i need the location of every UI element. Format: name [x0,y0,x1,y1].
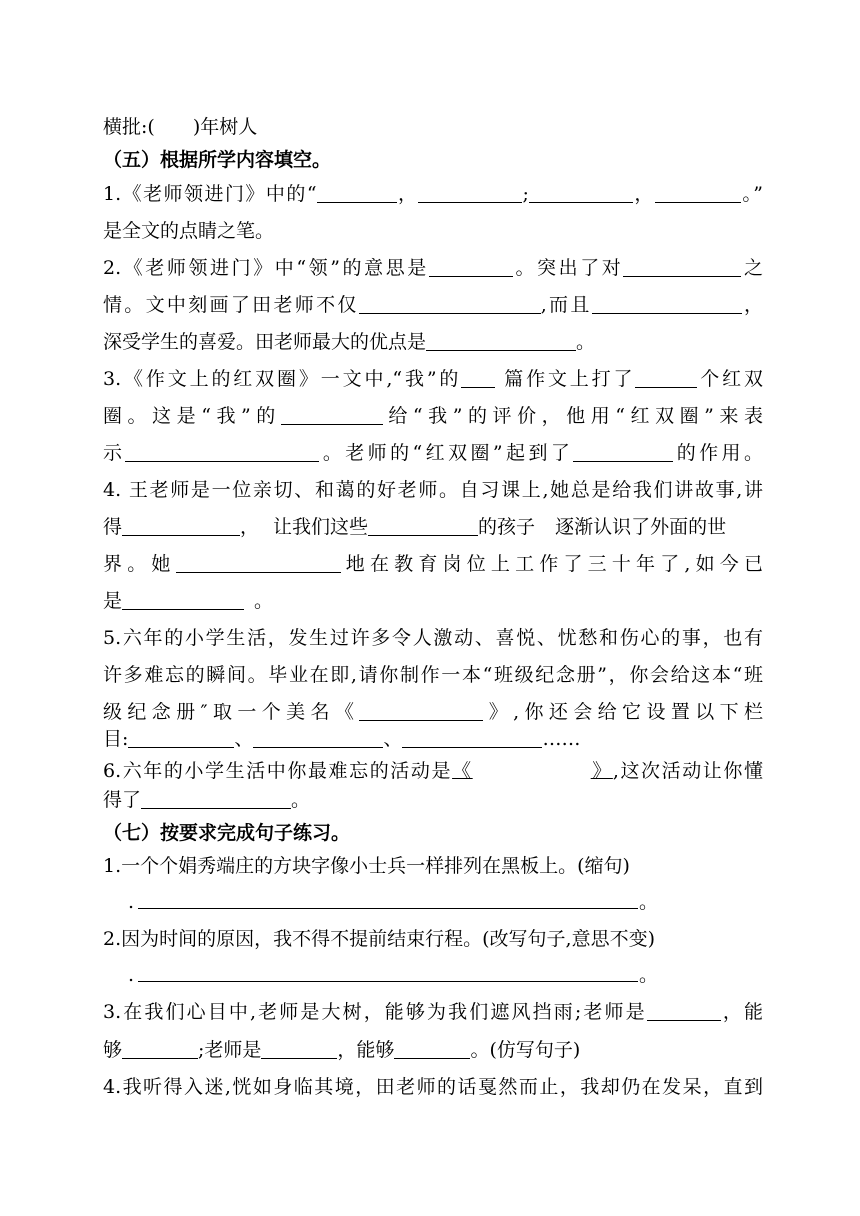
s5-q2-line3: 深受学生的喜爱。田老师最大的优点是 。 [103,331,596,353]
s5-q5-line2: 许多难忘的瞬间。毕业在即,请你制作一本“班级纪念册”，你会给这本“班 [103,664,763,686]
fill-blank[interactable] [368,517,478,536]
s5-q5-line1: 5.六年的小学生活，发生过许多令人激动、喜悦、忧愁和伤心的事，也有 [103,627,763,649]
fill-blank[interactable] [461,369,495,388]
answer-line[interactable] [138,908,638,909]
fill-blank[interactable] [418,184,522,203]
answer-dot: . [128,964,135,986]
section-5-heading: （五）根据所学内容填空。 [103,149,332,171]
fill-blank[interactable] [317,184,397,203]
fill-blank[interactable] [394,1040,470,1059]
s7-q1-text: 1.一个个娟秀端庄的方块字像小士兵一样排列在黑板上。(缩句) [103,855,630,877]
fill-blank[interactable] [176,554,341,573]
fill-blank[interactable] [261,1040,337,1059]
s5-q4-line3: 界。她 地在教育岗位上工作了三十年了,如今已 [103,553,763,575]
s7-q4-line1: 4.我听得入迷,恍如身临其境，田老师的话戛然而止，我却仍在发呆，直到 [103,1076,763,1098]
s5-q5-line3: 级纪念册″取一个美名《 》,你还会给它设置以下栏 [103,701,763,723]
s5-q5-line4: 目: 、 、 …… [103,728,581,750]
s7-q3-line1: 3.在我们心目中,老师是大树，能够为我们遮风挡雨;老师是 ，能 [103,1001,763,1023]
fill-blank[interactable] [253,729,383,748]
fill-blank[interactable] [429,258,513,277]
s5-q1-line2: 是全文的点睛之笔。 [103,220,275,242]
fill-blank[interactable] [529,184,633,203]
s5-q4-line2: 得 ， 让我们这些 的孩子 逐渐认识了外面的世 [103,516,727,538]
fill-blank[interactable] [281,406,383,425]
fill-blank[interactable] [592,295,742,314]
answer-end: 。 [639,891,659,913]
s5-q3-line3: 示 。老师的“红双圈”起到了 的作用。 [103,442,763,464]
s5-q4-line4: 是 。 [103,590,274,612]
s7-q2-text: 2.因为时间的原因，我不得不提前结束行程。(改写句子,意思不变) [103,928,655,950]
s7-q3-line2: 够 ;老师是 ，能够 。(仿写句子) [103,1039,581,1061]
fill-blank[interactable] [122,517,240,536]
answer-end: 。 [639,964,659,986]
answer-line[interactable] [138,981,638,982]
answer-dot: . [128,891,135,913]
s5-q3-line2: 圈。这是“我”的 给“我”的评价，他用“红双圈”来表 [103,405,763,427]
fill-blank[interactable] [635,369,697,388]
fill-blank[interactable] [623,258,741,277]
s5-q4-line1: 4. 王老师是一位亲切、和蔼的好老师。自习课上,她总是给我们讲故事,讲 [103,479,763,501]
fill-blank[interactable] [125,443,319,462]
fill-blank[interactable] [122,1040,198,1059]
fill-blank[interactable] [647,1002,721,1021]
fill-blank[interactable] [573,443,673,462]
fill-blank[interactable] [359,702,483,721]
s5-q3-line1: 3.《作文上的红双圈》一文中,“我”的 篇作文上打了 个红双 [103,368,763,390]
fill-blank[interactable] [359,295,541,314]
section-7-heading: （七）按要求完成句子练习。 [103,822,351,844]
s5-q1-line1: 1.《老师领进门》中的“ ， ; ， 。” [103,183,763,205]
s5-q2-line2: 情。文中刻画了田老师不仅 ,而且 ， [103,294,763,316]
s5-q6-line1: 6.六年的小学生活中你最难忘的活动是《 》,这次活动让你懂 [103,760,763,782]
fill-blank[interactable] [402,729,542,748]
fill-blank[interactable] [655,184,741,203]
fill-blank[interactable] [128,729,234,748]
s5-q6-line2: 得了 。 [103,789,311,811]
fill-blank[interactable] [141,790,291,809]
hengpi-line: 横批:( )年树人 [103,116,258,138]
fill-blank[interactable] [426,332,576,351]
fill-blank[interactable] [122,591,244,610]
s5-q2-line1: 2.《老师领进门》中“领”的意思是 。突出了对 之 [103,257,763,279]
